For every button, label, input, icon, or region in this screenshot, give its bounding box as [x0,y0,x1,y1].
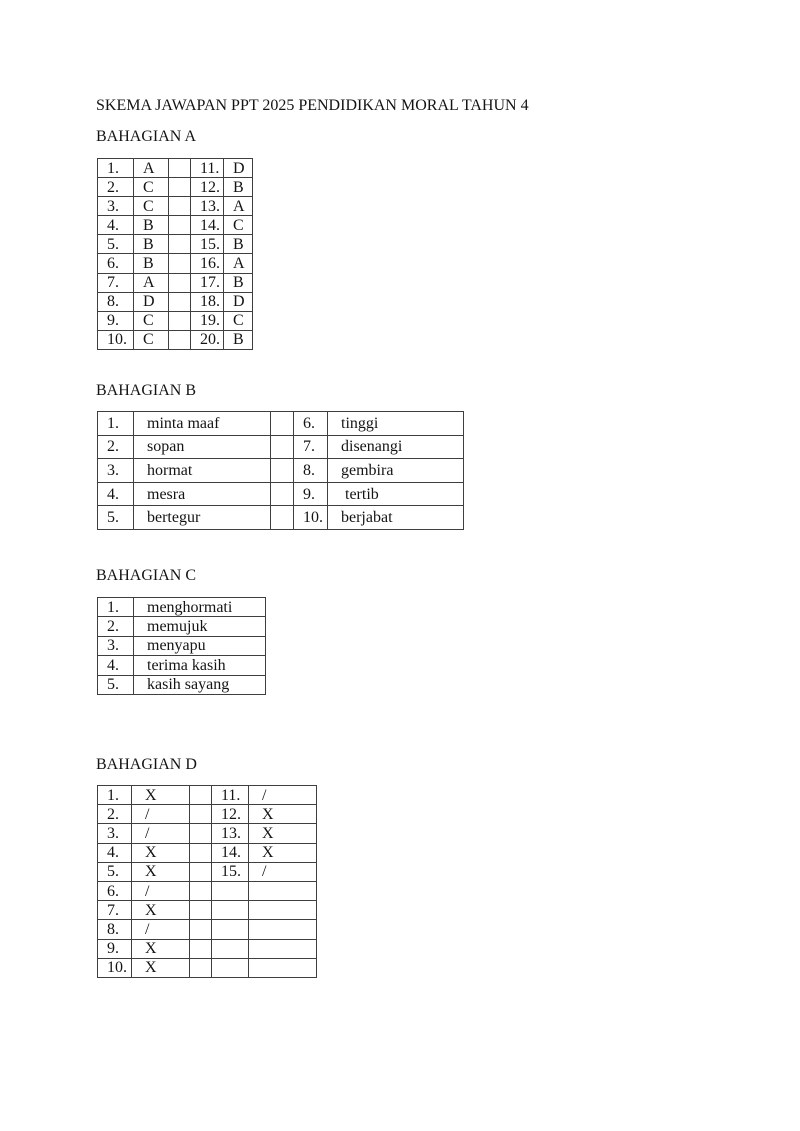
answer-cell: menghormati [134,598,266,617]
table-row [98,412,464,436]
table-row [98,786,317,805]
answer-cell: terima kasih [134,656,266,675]
question-number-cell: 9. [98,311,134,330]
answer-cell: C [134,197,169,216]
table-row [98,939,317,958]
question-number-cell: 4. [98,482,134,506]
question-number-cell: 6. [294,412,328,436]
answer-cell: / [132,881,190,900]
question-number-cell: 4. [98,656,134,675]
question-number-cell: 1. [98,786,132,805]
answer-cell: X [249,805,317,824]
question-number-cell: 8. [98,920,132,939]
answer-cell: A [134,273,169,292]
spacer-cell [271,412,294,436]
question-number-cell: 5. [98,235,134,254]
table-row [98,435,464,459]
question-number-cell: 4. [98,843,132,862]
answer-cell: B [134,216,169,235]
spacer-cell [190,920,212,939]
spacer-cell [169,273,191,292]
question-number-cell: 13. [191,197,224,216]
question-number-cell: 8. [98,292,134,311]
table-row [98,598,266,617]
page-title: SKEMA JAWAPAN PPT 2025 PENDIDIKAN MORAL TAHUN 4 [96,97,529,114]
spacer-cell [271,482,294,506]
table-row [98,292,253,311]
question-number-cell: 9. [98,939,132,958]
question-number-cell: 16. [191,254,224,273]
question-number-cell: 7. [294,435,328,459]
answer-cell: disenangi [328,435,464,459]
question-number-cell: 10. [294,506,328,530]
question-number-cell: 17. [191,273,224,292]
answer-cell: tertib [328,482,464,506]
question-number-cell: 6. [98,254,134,273]
question-number-cell: 2. [98,435,134,459]
answer-cell: X [132,786,190,805]
answer-cell: X [249,843,317,862]
answer-cell: / [249,786,317,805]
spacer-cell [271,506,294,530]
answer-cell: B [224,178,253,197]
answer-cell: A [134,159,169,178]
answer-cell: kasih sayang [134,675,266,694]
table-row [98,881,317,900]
spacer-cell [169,197,191,216]
answer-cell: B [224,235,253,254]
spacer-cell [169,159,191,178]
section-heading-d: BAHAGIAN D [96,756,197,773]
answer-cell: D [134,292,169,311]
spacer-cell [190,881,212,900]
table-row [98,636,266,655]
spacer-cell [169,216,191,235]
answer-cell: B [224,330,253,349]
question-number-cell [212,901,249,920]
answer-cell [249,920,317,939]
question-number-cell: 3. [98,459,134,483]
answer-cell: C [134,178,169,197]
question-number-cell: 3. [98,197,134,216]
question-number-cell: 1. [98,159,134,178]
question-number-cell: 4. [98,216,134,235]
table-row [98,805,317,824]
table-row [98,482,464,506]
answer-cell: B [224,273,253,292]
answer-cell: gembira [328,459,464,483]
table-row [98,617,266,636]
answer-table-b [97,411,464,530]
answer-table-d [97,785,317,978]
table-row [98,920,317,939]
question-number-cell: 2. [98,178,134,197]
answer-cell: / [132,920,190,939]
question-number-cell: 11. [191,159,224,178]
answer-cell: X [132,939,190,958]
section-heading-c: BAHAGIAN C [96,567,196,584]
question-number-cell: 5. [98,506,134,530]
answer-cell: X [132,843,190,862]
answer-cell [249,901,317,920]
question-number-cell: 14. [212,843,249,862]
table-row [98,958,317,977]
table-row [98,273,253,292]
question-number-cell: 7. [98,273,134,292]
table-row [98,235,253,254]
question-number-cell: 12. [212,805,249,824]
answer-cell: B [134,254,169,273]
answer-cell: berjabat [328,506,464,530]
answer-cell: D [224,159,253,178]
table-row [98,656,266,675]
spacer-cell [271,435,294,459]
answer-cell: menyapu [134,636,266,655]
answer-cell: mesra [134,482,271,506]
question-number-cell: 6. [98,881,132,900]
answer-cell [249,958,317,977]
answer-cell: X [132,958,190,977]
answer-cell: C [224,311,253,330]
question-number-cell: 7. [98,901,132,920]
question-number-cell: 20. [191,330,224,349]
question-number-cell: 10. [98,330,134,349]
spacer-cell [190,843,212,862]
question-number-cell: 8. [294,459,328,483]
question-number-cell: 2. [98,805,132,824]
answer-cell: bertegur [134,506,271,530]
spacer-cell [190,939,212,958]
table-row [98,843,317,862]
spacer-cell [190,824,212,843]
question-number-cell: 5. [98,675,134,694]
question-number-cell [212,881,249,900]
table-row [98,216,253,235]
question-number-cell [212,939,249,958]
table-row [98,178,253,197]
question-number-cell: 2. [98,617,134,636]
answer-cell: C [134,330,169,349]
table-row [98,311,253,330]
spacer-cell [169,292,191,311]
spacer-cell [190,862,212,881]
answer-cell: tinggi [328,412,464,436]
answer-cell: / [132,824,190,843]
answer-cell [249,939,317,958]
question-number-cell: 13. [212,824,249,843]
answer-cell: D [224,292,253,311]
spacer-cell [271,459,294,483]
spacer-cell [169,330,191,349]
question-number-cell: 11. [212,786,249,805]
table-row [98,824,317,843]
question-number-cell: 19. [191,311,224,330]
answer-cell: X [132,862,190,881]
answer-cell: A [224,197,253,216]
question-number-cell [212,958,249,977]
answer-table-a [97,158,253,350]
spacer-cell [169,178,191,197]
question-number-cell: 3. [98,636,134,655]
spacer-cell [169,311,191,330]
spacer-cell [190,805,212,824]
table-row [98,459,464,483]
answer-cell: minta maaf [134,412,271,436]
table-row [98,159,253,178]
answer-cell: A [224,254,253,273]
spacer-cell [169,235,191,254]
answer-cell [249,881,317,900]
answer-cell: C [134,311,169,330]
question-number-cell: 14. [191,216,224,235]
table-row [98,862,317,881]
question-number-cell: 15. [212,862,249,881]
table-row [98,506,464,530]
table-row [98,675,266,694]
answer-cell: hormat [134,459,271,483]
spacer-cell [169,254,191,273]
answer-cell: B [134,235,169,254]
question-number-cell: 18. [191,292,224,311]
question-number-cell: 12. [191,178,224,197]
answer-cell: memujuk [134,617,266,636]
question-number-cell: 10. [98,958,132,977]
spacer-cell [190,958,212,977]
question-number-cell: 9. [294,482,328,506]
question-number-cell: 3. [98,824,132,843]
table-row [98,254,253,273]
answer-cell: X [132,901,190,920]
answer-table-c [97,597,266,695]
question-number-cell: 1. [98,598,134,617]
question-number-cell: 15. [191,235,224,254]
section-heading-b: BAHAGIAN B [96,382,196,399]
table-row [98,330,253,349]
answer-cell: sopan [134,435,271,459]
question-number-cell: 1. [98,412,134,436]
table-row [98,197,253,216]
spacer-cell [190,901,212,920]
answer-cell: / [132,805,190,824]
question-number-cell [212,920,249,939]
spacer-cell [190,786,212,805]
answer-cell: C [224,216,253,235]
answer-cell: X [249,824,317,843]
table-row [98,901,317,920]
section-heading-a: BAHAGIAN A [96,128,196,145]
question-number-cell: 5. [98,862,132,881]
answer-cell: / [249,862,317,881]
